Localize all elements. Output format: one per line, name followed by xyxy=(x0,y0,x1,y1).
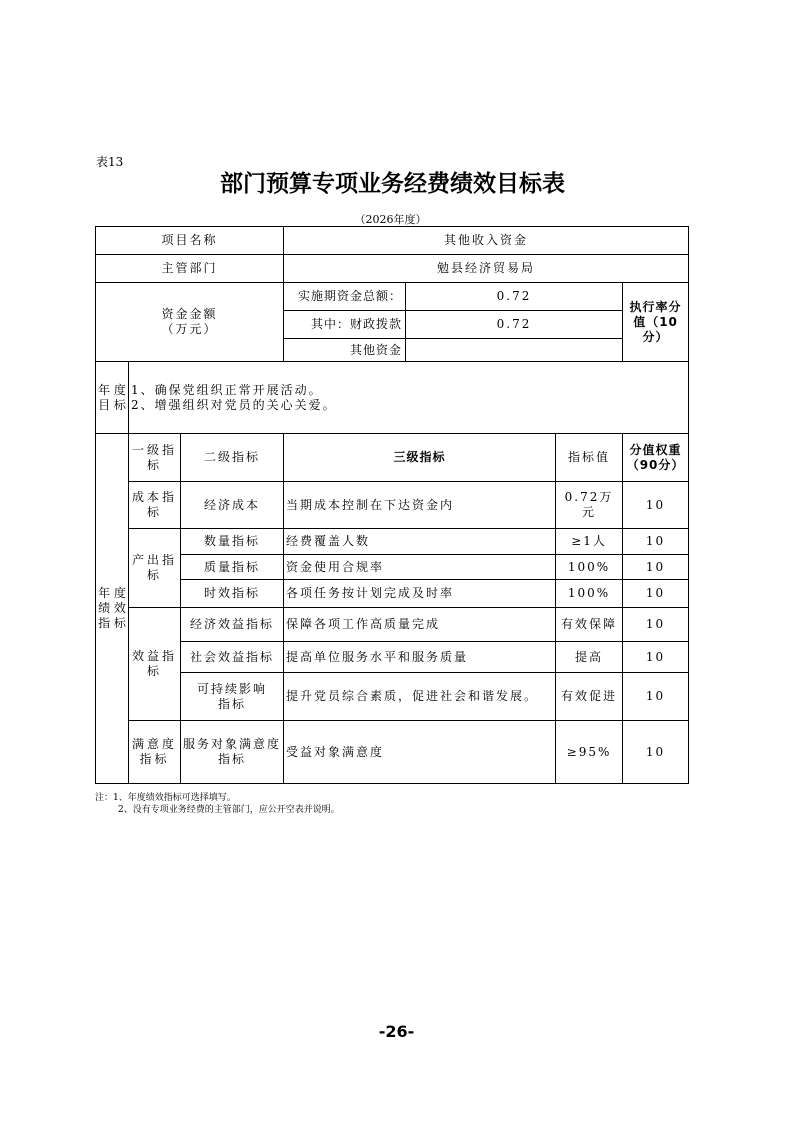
fiscal-fund-value: 0.72 xyxy=(406,311,623,339)
note-line: 注：1、年度绩效指标可选择填写。 xyxy=(95,793,236,803)
indicator-value-cell: 有效保障 xyxy=(556,608,623,642)
level3-cell: 资金使用合规率 xyxy=(284,555,556,580)
department-label: 主管部门 xyxy=(96,255,284,283)
weight-cell: 10 xyxy=(623,580,689,608)
level3-cell: 经费覆盖人数 xyxy=(284,529,556,555)
fund-total-row xyxy=(96,283,689,311)
level2-cell: 质量指标 xyxy=(181,555,284,580)
annual-goal-line: 1、确保党组织正常开展活动。 xyxy=(131,382,323,397)
weight-cell: 10 xyxy=(623,608,689,642)
indicator-value-cell: ≥1人 xyxy=(556,529,623,555)
annual-goal-label xyxy=(96,362,129,434)
level1-satisfaction: 满意度指标 xyxy=(129,721,181,784)
indicator-value-cell: 0.72万元 xyxy=(556,482,623,529)
weight-cell: 10 xyxy=(623,721,689,784)
notes xyxy=(95,792,340,816)
level3-cell: 当期成本控制在下达资金内 xyxy=(284,482,556,529)
department-value: 勉县经济贸易局 xyxy=(284,255,689,283)
table-row xyxy=(96,555,689,580)
other-fund-label: 其他资金 xyxy=(284,339,406,362)
weight-cell: 10 xyxy=(623,529,689,555)
level3-header: 三级指标 xyxy=(284,434,556,482)
indicator-value-cell: 有效促进 xyxy=(556,673,623,721)
level2-cell: 社会效益指标 xyxy=(181,642,284,673)
section-label-line: 指 标 xyxy=(98,616,126,630)
table-row xyxy=(96,580,689,608)
weight-cell: 10 xyxy=(623,555,689,580)
level2-cell: 服务对象满意度 指标 xyxy=(181,721,284,784)
level2-header: 二级指标 xyxy=(181,434,284,482)
page-number: -26- xyxy=(378,1022,415,1041)
annual-goal-content xyxy=(129,362,689,434)
table-row xyxy=(96,642,689,673)
level3-cell: 提升党员综合素质，促进社会和谐发展。 xyxy=(284,673,556,721)
department-row xyxy=(96,255,689,283)
weight-cell: 10 xyxy=(623,482,689,529)
table-row xyxy=(96,673,689,721)
indicator-value-cell: ≥95% xyxy=(556,721,623,784)
other-fund-value xyxy=(406,339,623,362)
fiscal-fund-label: 其中：财政拨款 xyxy=(284,311,406,339)
section-label-line: 年 度 xyxy=(98,586,126,600)
project-name-value: 其他收入资金 xyxy=(284,227,689,255)
fund-amount-label xyxy=(96,283,284,362)
level2-cell: 可持续影响 指标 xyxy=(181,673,284,721)
annual-goal-row xyxy=(96,362,689,434)
page-title: 部门预算专项业务经费绩效目标表 xyxy=(220,171,565,197)
weight-header: 分值权重 （90分） xyxy=(623,434,689,482)
table-row xyxy=(96,482,689,529)
performance-target-table xyxy=(95,226,689,784)
project-name-label: 项目名称 xyxy=(96,227,284,255)
total-fund-label: 实施期资金总额： xyxy=(284,283,406,311)
level1-header: 一级指标 xyxy=(129,434,181,482)
fund-amount-label-line1: 资金金额 xyxy=(161,307,218,321)
note-line: 2、没有专项业务经费的主管部门，应公开空表并说明。 xyxy=(118,805,340,815)
execution-rate-score-label: 执行率分值（10分） xyxy=(623,283,689,362)
level2-cell: 经济效益指标 xyxy=(181,608,284,642)
table-number: 表13 xyxy=(96,155,124,169)
level3-cell: 保障各项工作高质量完成 xyxy=(284,608,556,642)
level3-cell: 提高单位服务水平和服务质量 xyxy=(284,642,556,673)
indicator-value-cell: 100% xyxy=(556,580,623,608)
table-row xyxy=(96,529,689,555)
annual-performance-indicator-label xyxy=(96,434,129,784)
section-label-line: 绩 效 xyxy=(98,601,126,615)
level1-benefit: 效益指标 xyxy=(129,608,181,721)
level3-cell: 各项任务按计划完成及时率 xyxy=(284,580,556,608)
annual-goal-label-bottom: 目 标 xyxy=(98,397,126,412)
table-row xyxy=(96,721,689,784)
level2-cell: 时效指标 xyxy=(181,580,284,608)
level1-cost: 成本指标 xyxy=(129,482,181,529)
indicator-header-row xyxy=(96,434,689,482)
weight-cell: 10 xyxy=(623,642,689,673)
fund-amount-label-line2: （万元） xyxy=(161,322,218,336)
weight-cell: 10 xyxy=(623,673,689,721)
annual-goal-line: 2、增强组织对党员的关心关爱。 xyxy=(131,397,337,412)
indicator-value-cell: 提高 xyxy=(556,642,623,673)
level2-cell: 经济成本 xyxy=(181,482,284,529)
fiscal-year: （2026年度） xyxy=(354,213,427,226)
project-name-row xyxy=(96,227,689,255)
indicator-value-header: 指标值 xyxy=(556,434,623,482)
annual-goal-label-top: 年 度 xyxy=(98,382,126,397)
level1-output: 产出指标 xyxy=(129,529,181,608)
indicator-value-cell: 100% xyxy=(556,555,623,580)
total-fund-value: 0.72 xyxy=(406,283,623,311)
level3-cell: 受益对象满意度 xyxy=(284,721,556,784)
table-row xyxy=(96,608,689,642)
level2-cell: 数量指标 xyxy=(181,529,284,555)
